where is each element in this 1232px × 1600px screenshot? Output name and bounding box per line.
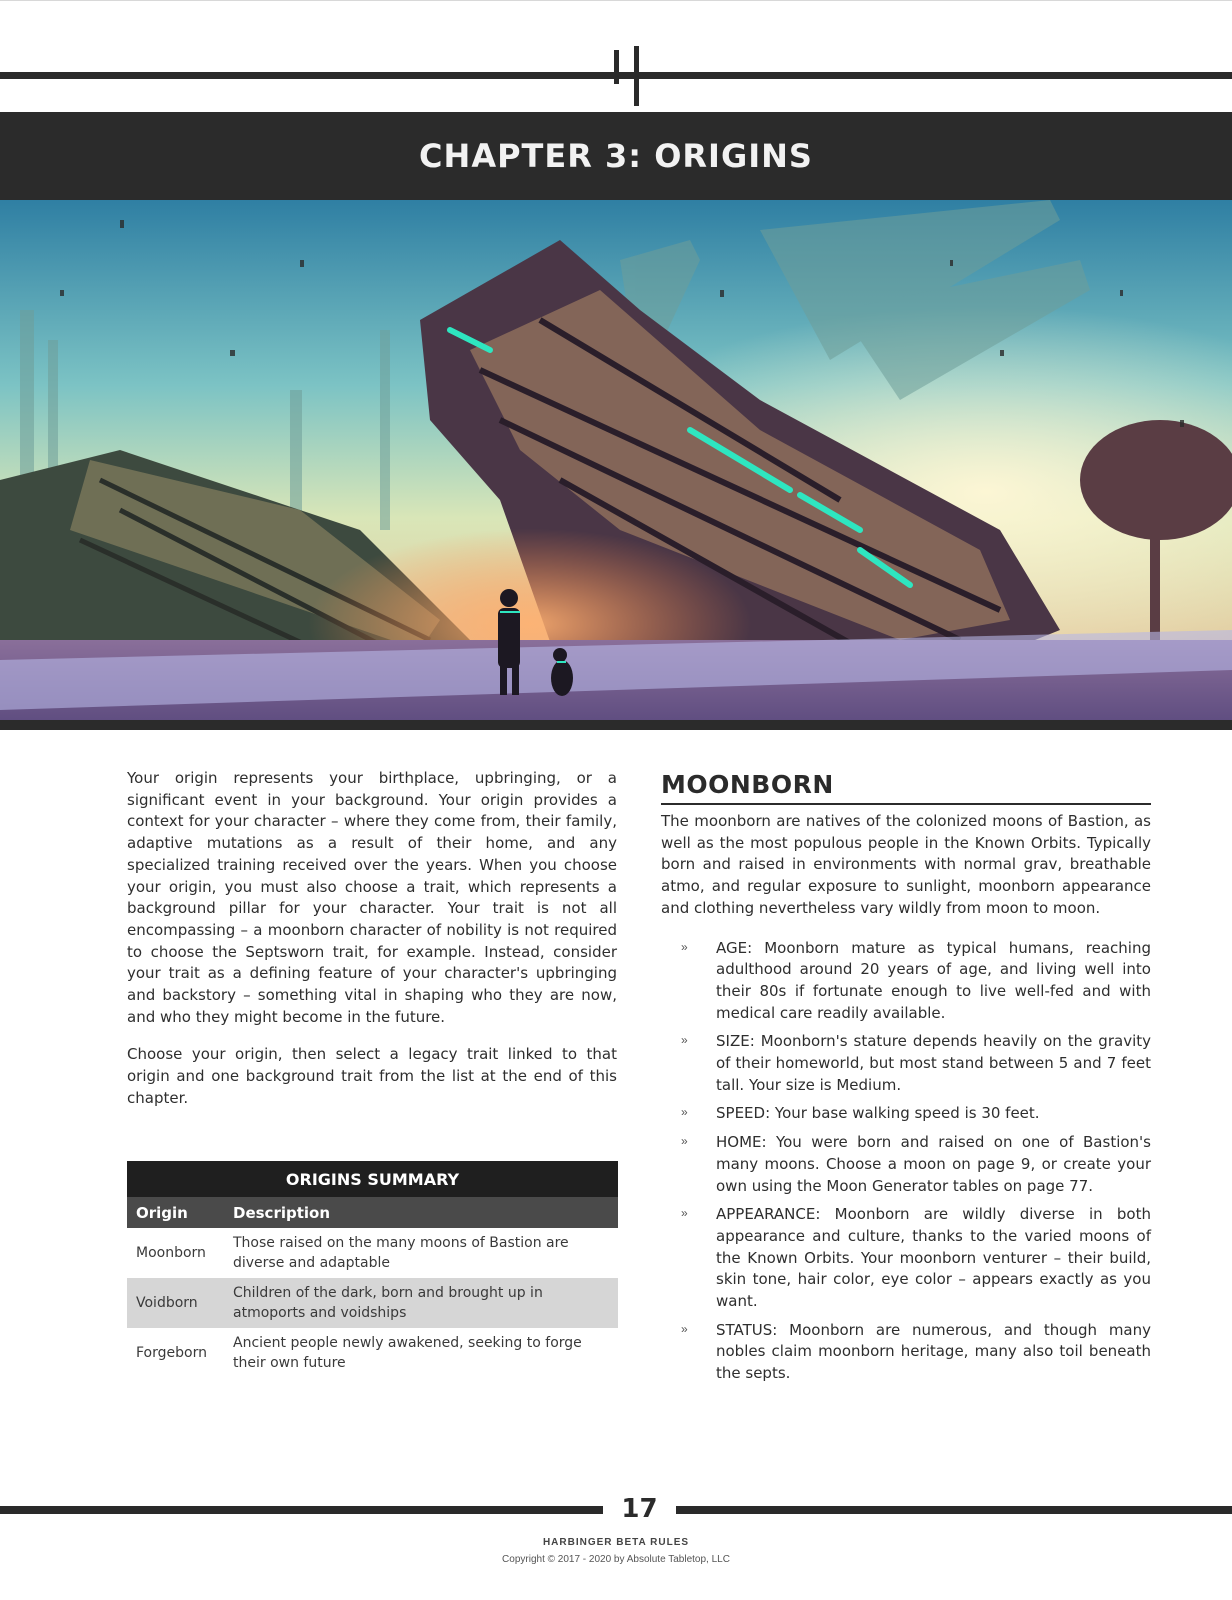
moonborn-section [661,770,1151,1392]
copyright: Copyright © 2017 - 2020 by Absolute Tabletop, LLC [502,1554,730,1565]
bullet-icon: » [681,939,688,954]
trait-text: STATUS: Moonborn are numerous, and though many nobles claim moonborn heritage, many also toil beneath the septs. [716,1320,1151,1383]
header-rule-left [0,72,614,79]
footer-rule-right [676,1506,1232,1514]
table-header-row [127,1197,618,1228]
bullet-icon: » [681,1321,688,1336]
description-cell: Those raised on the many moons of Bastion are diverse and adaptable [233,1235,569,1271]
list-item [661,1132,1151,1197]
moonborn-intro: The moonborn are natives of the colonized moons of Bastion, as well as the most populous people in the Known Orbits. Typically born and raised in environments with normal grav, breathable atmo, and regular exposure to sunlight, moonborn appearance and clothing nevertheless vary wildly from moon to moon. [661,812,1151,917]
intro-paragraph: Your origin represents your birthplace, upbringing, or a significant event in your background. Your origin provides a context for your character – where they come from, their family, adaptive mutations as a result of their home, and any specialized training received over the years. When you choose your origin, you must also choose a trait, which represents a background pillar for your character. Your trait is not all encompassing – a moonborn character of nobility is not required to choose the Septsworn trait, for example. Instead, consider your trait as a defining feature of your character's upbringing and backstory – something vital in shaping who they are now, and who they might become in the future. [127,769,617,1026]
chapter-title-bar [0,112,1232,200]
list-item [661,1031,1151,1096]
bullet-icon: » [681,1206,688,1221]
bullet-icon: » [681,1033,688,1048]
table-row [127,1228,618,1278]
header-description: Description [233,1203,331,1222]
table-row [127,1328,618,1378]
description-cell: Ancient people newly awakened, seeking to forge their own future [233,1335,582,1371]
bullet-icon: » [681,1105,688,1120]
table-row [127,1278,618,1328]
table-caption: ORIGINS SUMMARY [127,1161,618,1197]
trait-text: SPEED: Your base walking speed is 30 feet. [716,1104,1040,1123]
intro-paragraph: Choose your origin, then select a legacy trait linked to that origin and one background trait from the list at the end of this chapter. [127,1045,617,1107]
list-item [661,1320,1151,1385]
origin-cell: Moonborn [136,1245,206,1261]
footer-rule-left [0,1506,603,1514]
header-origin: Origin [136,1203,188,1222]
trait-text: APPEARANCE: Moonborn are wildly diverse in both appearance and culture, thanks to the varied moons of the Known Orbits. Your moonborn venturer – their build, skin tone, hair color, eye color – appears exactly as you want. [716,1205,1151,1311]
list-item [661,938,1151,1025]
trait-list [661,938,1151,1385]
list-item [661,1204,1151,1313]
list-item [661,1103,1151,1125]
bullet-icon: » [681,1134,688,1149]
page-number: 17 [621,1494,658,1524]
origins-summary-table [127,1161,618,1378]
description-cell: Children of the dark, born and brought up in atmoports and voidships [233,1285,543,1321]
header-rule-right [660,72,1232,79]
trait-text: SIZE: Moonborn's stature depends heavily on the gravity of their homeworld, but most stand between 5 and 7 feet tall. Your size is Medium. [716,1032,1151,1094]
chapter-emblem-icon [614,46,660,106]
chapter-artwork [0,200,1232,730]
chapter-title: CHAPTER 3: ORIGINS [419,137,813,175]
origin-cell: Forgeborn [136,1345,207,1361]
trait-text: AGE: Moonborn mature as typical humans, reaching adulthood around 20 years of age, and living well into their 80s if fortunate enough to live well-fed and with medical care readily available. [716,938,1151,1022]
origin-cell: Voidborn [136,1295,198,1311]
trait-text: HOME: You were born and raised on one of Bastion's many moons. Choose a moon on page 9, or create your own using the Moon Generator tables on page 77. [716,1133,1151,1195]
section-heading: MOONBORN [661,770,1151,805]
intro-column [127,768,617,1126]
book-title: HARBINGER BETA RULES [542,1537,690,1548]
